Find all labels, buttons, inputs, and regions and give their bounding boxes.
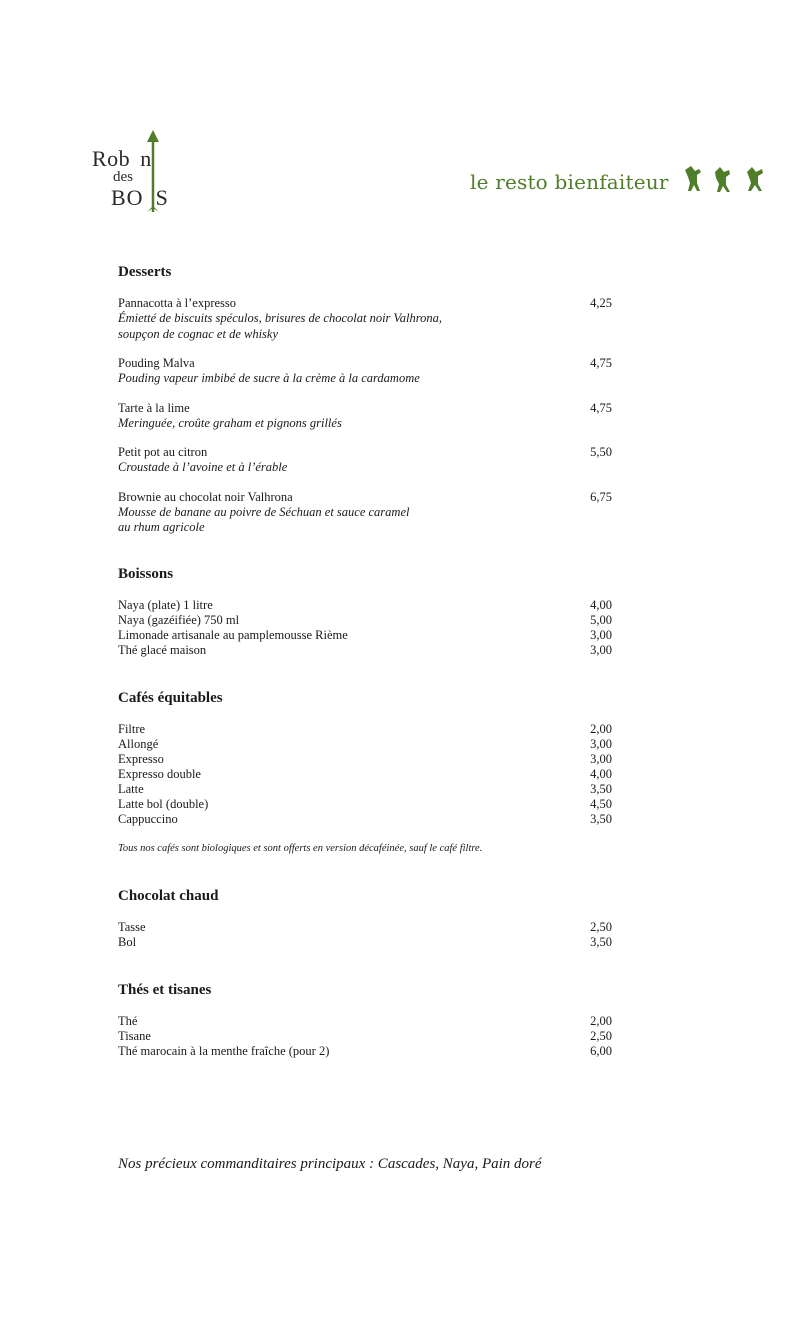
item-price: 2,50: [590, 919, 612, 934]
sponsors-line: Nos précieux commanditaires principaux : Cascades, Naya, Pain doré: [118, 1156, 542, 1172]
item-name: Naya (plate) 1 litre: [118, 597, 213, 612]
logo-line-3: BO S: [111, 185, 169, 210]
menu-item: [118, 722, 612, 737]
menu-item: [118, 490, 612, 536]
menu-item: [118, 445, 612, 476]
item-name: Bol: [118, 934, 137, 949]
item-price: 3,00: [590, 751, 612, 766]
menu-item: [118, 1014, 612, 1029]
item-price: 4,25: [590, 296, 612, 310]
item-price: 5,00: [590, 612, 612, 627]
menu-item: [118, 296, 612, 342]
item-price: 3,00: [590, 627, 612, 642]
logo-line-2: des: [113, 169, 133, 185]
menu-content: [118, 262, 612, 1059]
item-name: Expresso double: [118, 766, 201, 781]
item-name: Naya (gazéifiée) 750 ml: [118, 612, 240, 627]
item-price: 4,00: [590, 597, 612, 612]
item-price: 6,75: [590, 489, 612, 504]
item-price: 2,00: [590, 721, 612, 736]
menu-item: [118, 752, 612, 767]
menu-item: [118, 767, 612, 782]
menu-item: [118, 643, 612, 658]
section-title: Desserts: [118, 264, 172, 280]
robin-des-bois-logo: [92, 128, 182, 214]
menu-item: [118, 812, 612, 827]
item-description: Croustade à l’avoine et à l’érable: [118, 460, 288, 474]
item-price: 5,50: [590, 445, 612, 459]
section-title: Thés et tisanes: [118, 981, 212, 998]
section-boissons: [118, 564, 612, 658]
item-price: 4,75: [590, 400, 612, 415]
item-name: Thé glacé maison: [118, 642, 207, 657]
logo-line-1: Rob n: [92, 146, 152, 171]
menu-item: [118, 1044, 612, 1059]
item-price: 3,00: [590, 736, 612, 751]
item-name: Limonade artisanale au pamplemousse Rième: [118, 627, 348, 642]
item-price: 3,50: [590, 934, 612, 949]
item-name: Brownie au chocolat noir Valhrona: [118, 489, 293, 504]
menu-item: [118, 401, 612, 432]
item-name: Thé marocain à la menthe fraîche (pour 2): [118, 1043, 330, 1058]
menu-item: [118, 920, 612, 935]
item-name: Thé: [118, 1013, 138, 1028]
item-name: Latte bol (double): [118, 796, 209, 811]
item-description: au rhum agricole: [118, 520, 205, 534]
item-name: Tasse: [118, 919, 146, 934]
item-description: Meringuée, croûte graham et pignons grillés: [118, 415, 342, 430]
item-name: Tisane: [118, 1028, 151, 1043]
menu-item: [118, 1029, 612, 1044]
tagline: le resto bienfaiteur: [470, 170, 669, 194]
item-description: Mousse de banane au poivre de Séchuan et sauce caramel: [118, 504, 410, 519]
item-price: 2,50: [590, 1028, 612, 1043]
item-name: Cappuccino: [118, 811, 178, 826]
section-title: Cafés équitables: [118, 689, 223, 706]
cafes-note: Tous nos cafés sont biologiques et sont offerts en version décaféinée, sauf le café filtre.: [118, 842, 483, 854]
item-price: 3,50: [590, 781, 612, 796]
item-name: Tarte à la lime: [118, 400, 190, 415]
section-title: Boissons: [118, 565, 174, 582]
item-name: Petit pot au citron: [118, 445, 208, 459]
item-name: Pannacotta à l’expresso: [118, 296, 237, 310]
item-name: Expresso: [118, 751, 164, 766]
menu-item: [118, 598, 612, 613]
menu-item: [118, 935, 612, 950]
section-cafes: [118, 688, 612, 856]
item-price: 2,00: [590, 1013, 612, 1028]
item-name: Allongé: [118, 736, 159, 751]
item-price: 4,00: [590, 766, 612, 781]
section-chocolat-chaud: [118, 886, 612, 950]
section-desserts: [118, 262, 612, 536]
item-name: Filtre: [118, 721, 146, 736]
menu-item: [118, 737, 612, 752]
gnomes-icon: [681, 164, 771, 196]
item-name: Pouding Malva: [118, 356, 195, 370]
item-description: Pouding vapeur imbibé de sucre à la crème à la cardamome: [118, 371, 420, 385]
section-thes-tisanes: [118, 980, 612, 1059]
item-price: 6,00: [590, 1043, 612, 1058]
menu-item: [118, 356, 612, 387]
menu-item: [118, 782, 612, 797]
item-price: 3,00: [590, 642, 612, 657]
menu-item: [118, 797, 612, 812]
item-price: 4,75: [590, 356, 612, 370]
item-name: Latte: [118, 781, 144, 796]
section-title: Chocolat chaud: [118, 887, 219, 904]
item-description: soupçon de cognac et de whisky: [118, 326, 279, 341]
menu-item: [118, 628, 612, 643]
menu-item: [118, 613, 612, 628]
item-description: Émietté de biscuits spéculos, brisures de chocolat noir Valhrona,: [118, 311, 443, 325]
item-price: 3,50: [590, 811, 612, 826]
item-price: 4,50: [590, 796, 612, 811]
